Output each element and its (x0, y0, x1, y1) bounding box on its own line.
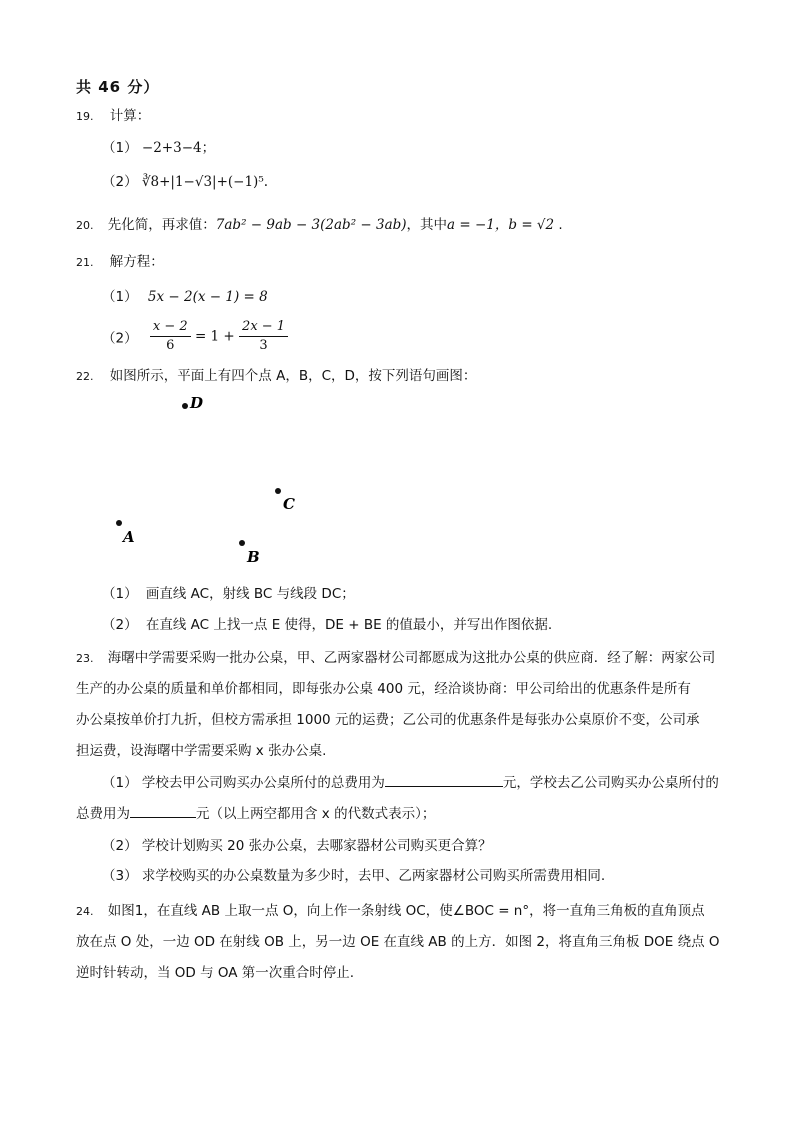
part-label: （2） (102, 838, 138, 854)
part-label: （1） (102, 289, 138, 305)
question-number: 24. (76, 905, 94, 918)
part-text: 学校去甲公司购买办公桌所付的总费用为 (141, 775, 385, 791)
question-text: 如图1，在直线 AB 上取一点 O，向上作一条射线 OC，使∠BOC = n°，将一直角三角板的直角顶点 (107, 903, 705, 919)
part-text: 求学校购买的办公桌数量为多少时，去甲、乙两家器材公司购买所需费用相同. (141, 868, 606, 884)
question-text: 解方程： (109, 254, 164, 270)
part-text: 画直线 AC，射线 BC 与线段 DC； (145, 586, 355, 602)
part-text: 元，学校去乙公司购买办公桌所付的 (502, 775, 719, 791)
part-label: （2） (102, 617, 138, 633)
math-equation: 5x − 2(x − 1) = 8 (147, 289, 268, 305)
question-number: 22. (76, 370, 94, 383)
math-condition: a = −1，b = √2 (447, 217, 555, 233)
q22-part-2 (102, 613, 552, 633)
numerator: 2x − 1 (239, 318, 288, 337)
question-number: 21. (76, 256, 94, 269)
math-expression: 7ab² − 9ab − 3(2ab² − 3ab) (215, 217, 407, 233)
part-label: （1） (102, 775, 138, 791)
question-text: 海曙中学需要采购一批办公桌，甲、乙两家器材公司都愿成为这批办公桌的供应商．经了解：两家公司 (107, 650, 716, 666)
equals-sign: = 1 + (194, 328, 235, 345)
math-expression: −2+3−4； (141, 140, 216, 156)
numerator: x − 2 (150, 318, 191, 337)
point-label: A (123, 528, 135, 546)
question-text-line: 生产的办公桌的质量和单价都相同，即每张办公桌 400 元，经洽谈协商：甲公司给出的优惠条件是所有 (76, 681, 691, 697)
math-expression: ∛8+|1−√3|+(−1)⁵. (141, 174, 269, 190)
point-label: D (190, 394, 204, 412)
part-label: （2） (102, 330, 138, 347)
q22-part-1 (102, 582, 355, 602)
question-number: 20. (76, 219, 94, 232)
section-title: 共 46 分） (76, 78, 160, 96)
question-24 (76, 899, 705, 919)
part-label: （3） (102, 868, 138, 884)
answer-blank[interactable] (130, 803, 196, 818)
question-text-line: 放在点 O 处，一边 OD 在射线 OB 上，另一边 OE 在直线 AB 的上方．如图 2，将直角三角板 DOE 绕点 O (76, 934, 720, 950)
period: . (558, 217, 563, 233)
question-text: 计算： (109, 108, 151, 124)
question-number: 23. (76, 652, 94, 665)
denominator: 3 (259, 338, 268, 353)
part-label: （2） (102, 174, 138, 190)
q23-part-1 (102, 771, 719, 791)
part-text: 元（以上两空都用含 x 的代数式表示）； (196, 806, 436, 822)
point-label: C (283, 495, 295, 513)
answer-blank[interactable] (385, 772, 503, 787)
part-label: （1） (102, 586, 138, 602)
point-d (182, 394, 203, 412)
q23-part-2 (102, 834, 492, 854)
question-text-line: 办公桌按单价打九折，但校方需承担 1000 元的运费；乙公司的优惠条件是每张办公桌原价不变，公司承 (76, 712, 700, 728)
q23-part-1-cont (76, 802, 435, 822)
part-text: 在直线 AC 上找一点 E 使得，DE + BE 的值最小，并写出作图依据. (145, 617, 553, 633)
question-text-line: 担运费，设海曙中学需要采购 x 张办公桌. (76, 743, 327, 759)
question-text: 如图所示，平面上有四个点 A，B，C，D，按下列语句画图： (109, 368, 477, 384)
point-c (275, 488, 295, 513)
denominator: 6 (166, 338, 175, 353)
question-23 (76, 646, 715, 666)
point-a (116, 520, 135, 546)
part-text: 总费用为 (76, 806, 130, 822)
part-label: （1） (102, 140, 138, 156)
question-text: ，其中 (406, 217, 448, 233)
question-number: 19. (76, 110, 94, 123)
part-text: 学校计划购买 20 张办公桌，去哪家器材公司购买更合算？ (141, 838, 492, 854)
q23-part-3 (102, 864, 605, 884)
question-text-line: 逆时针转动，当 OD 与 OA 第一次重合时停止. (76, 965, 355, 981)
point-b (239, 540, 260, 566)
question-text: 先化简，再求值： (107, 217, 216, 233)
point-label: B (247, 548, 260, 566)
